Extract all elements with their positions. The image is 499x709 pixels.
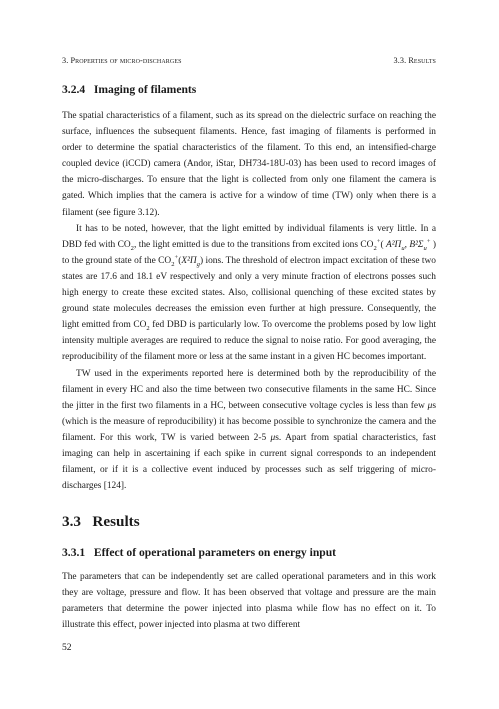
section-title: Imaging of filaments (93, 83, 197, 96)
section-number: 3.2.4 (62, 83, 86, 96)
section-number: 3.3.1 (62, 546, 86, 559)
paragraph: The parameters that can be independently set are called operational parameters and in this work they are voltage, pressure and flow. It has been observed that voltage and pressure are the main parameters that determine the power injected into plasma while flow has no effect on it. To illustrate this effect, power injected into plasma at two different (62, 572, 436, 631)
section-heading-3-2-4 (62, 83, 196, 96)
section-3-3-1-body (62, 569, 436, 633)
paragraph: The spatial characteristics of a filament, such as its spread on the dielectric surface on reaching the surface, influences the subsequent filaments. Hence, fast imaging of filaments is performed in order to determine the spatial characteristics of the filament. To this end, an intensified-charge coupled device (iCCD) camera (Andor, iStar, DH734-18U-03) has been used to record images of the micro-discharges. To ensure that the light is collected from only one filament the camera is gated. Which implies that the camera is active for a window of time (TW) only when there is a filament (see figure 3.12). (62, 111, 436, 218)
section-3-2-4-body (62, 108, 436, 494)
section-number: 3.3 (62, 513, 81, 530)
page-number: 52 (62, 642, 72, 653)
section-title: Effect of operational parameters on energy input (93, 546, 337, 559)
running-header (62, 56, 436, 68)
paragraph: TW used in the experiments reported here is determined both by the reproducibility of the filament in every HC and also the time between two consecutive filaments in the same HC. Since the jitter in the first two filaments in a HC, between consecutive voltage cycles is less than few μs (which is the measure of reproducibility) it has become possible to synchronize the camera and the filament. For this work, TW is varied between 2-5 μs. Apart from spatial characteristics, fast imaging can help in ascertaining if each spike in current signal corresponds to an independent filament, or if it is a collective event induced by processes such as self triggering of micro-discharges [124]. (62, 368, 436, 492)
section-title: Results (92, 513, 140, 530)
paragraph: It has to be noted, however, that the light emitted by individual filaments is very little. In a DBD fed with $CO_2$, the light emitted is due to the transitions from excited ions $CO_2^+$( $A^2\Pi_u$, $B^2\Sigma_u^+$ ) to the ground state of the $CO_2^+(X^2\Pi_g)$ ions. The threshold of electron impact excitation of these two states are 17.6 and 18.1 eV respectively and only a very minute fraction of electrons posses such high energy to create these excited states. Also, collisional quenching of these excited states by ground state molecules decreases the emission even further at high pressure. Consequently, the light emitted from $CO_2$ fed DBD is particularly low. To overcome the problems posed by low light intensity multiple averages are required to reduce the signal to noise ratio. For good averaging, the reproducibility of the filament more or less at the same instant in a given HC becomes important. (62, 223, 437, 363)
running-header-chapter: 3. Properties of micro-discharges (62, 56, 182, 65)
section-heading-3-3-1 (62, 546, 336, 559)
section-heading-3-3 (62, 513, 140, 531)
page (62, 0, 436, 709)
running-header-section: 3.3. Results (393, 56, 436, 65)
